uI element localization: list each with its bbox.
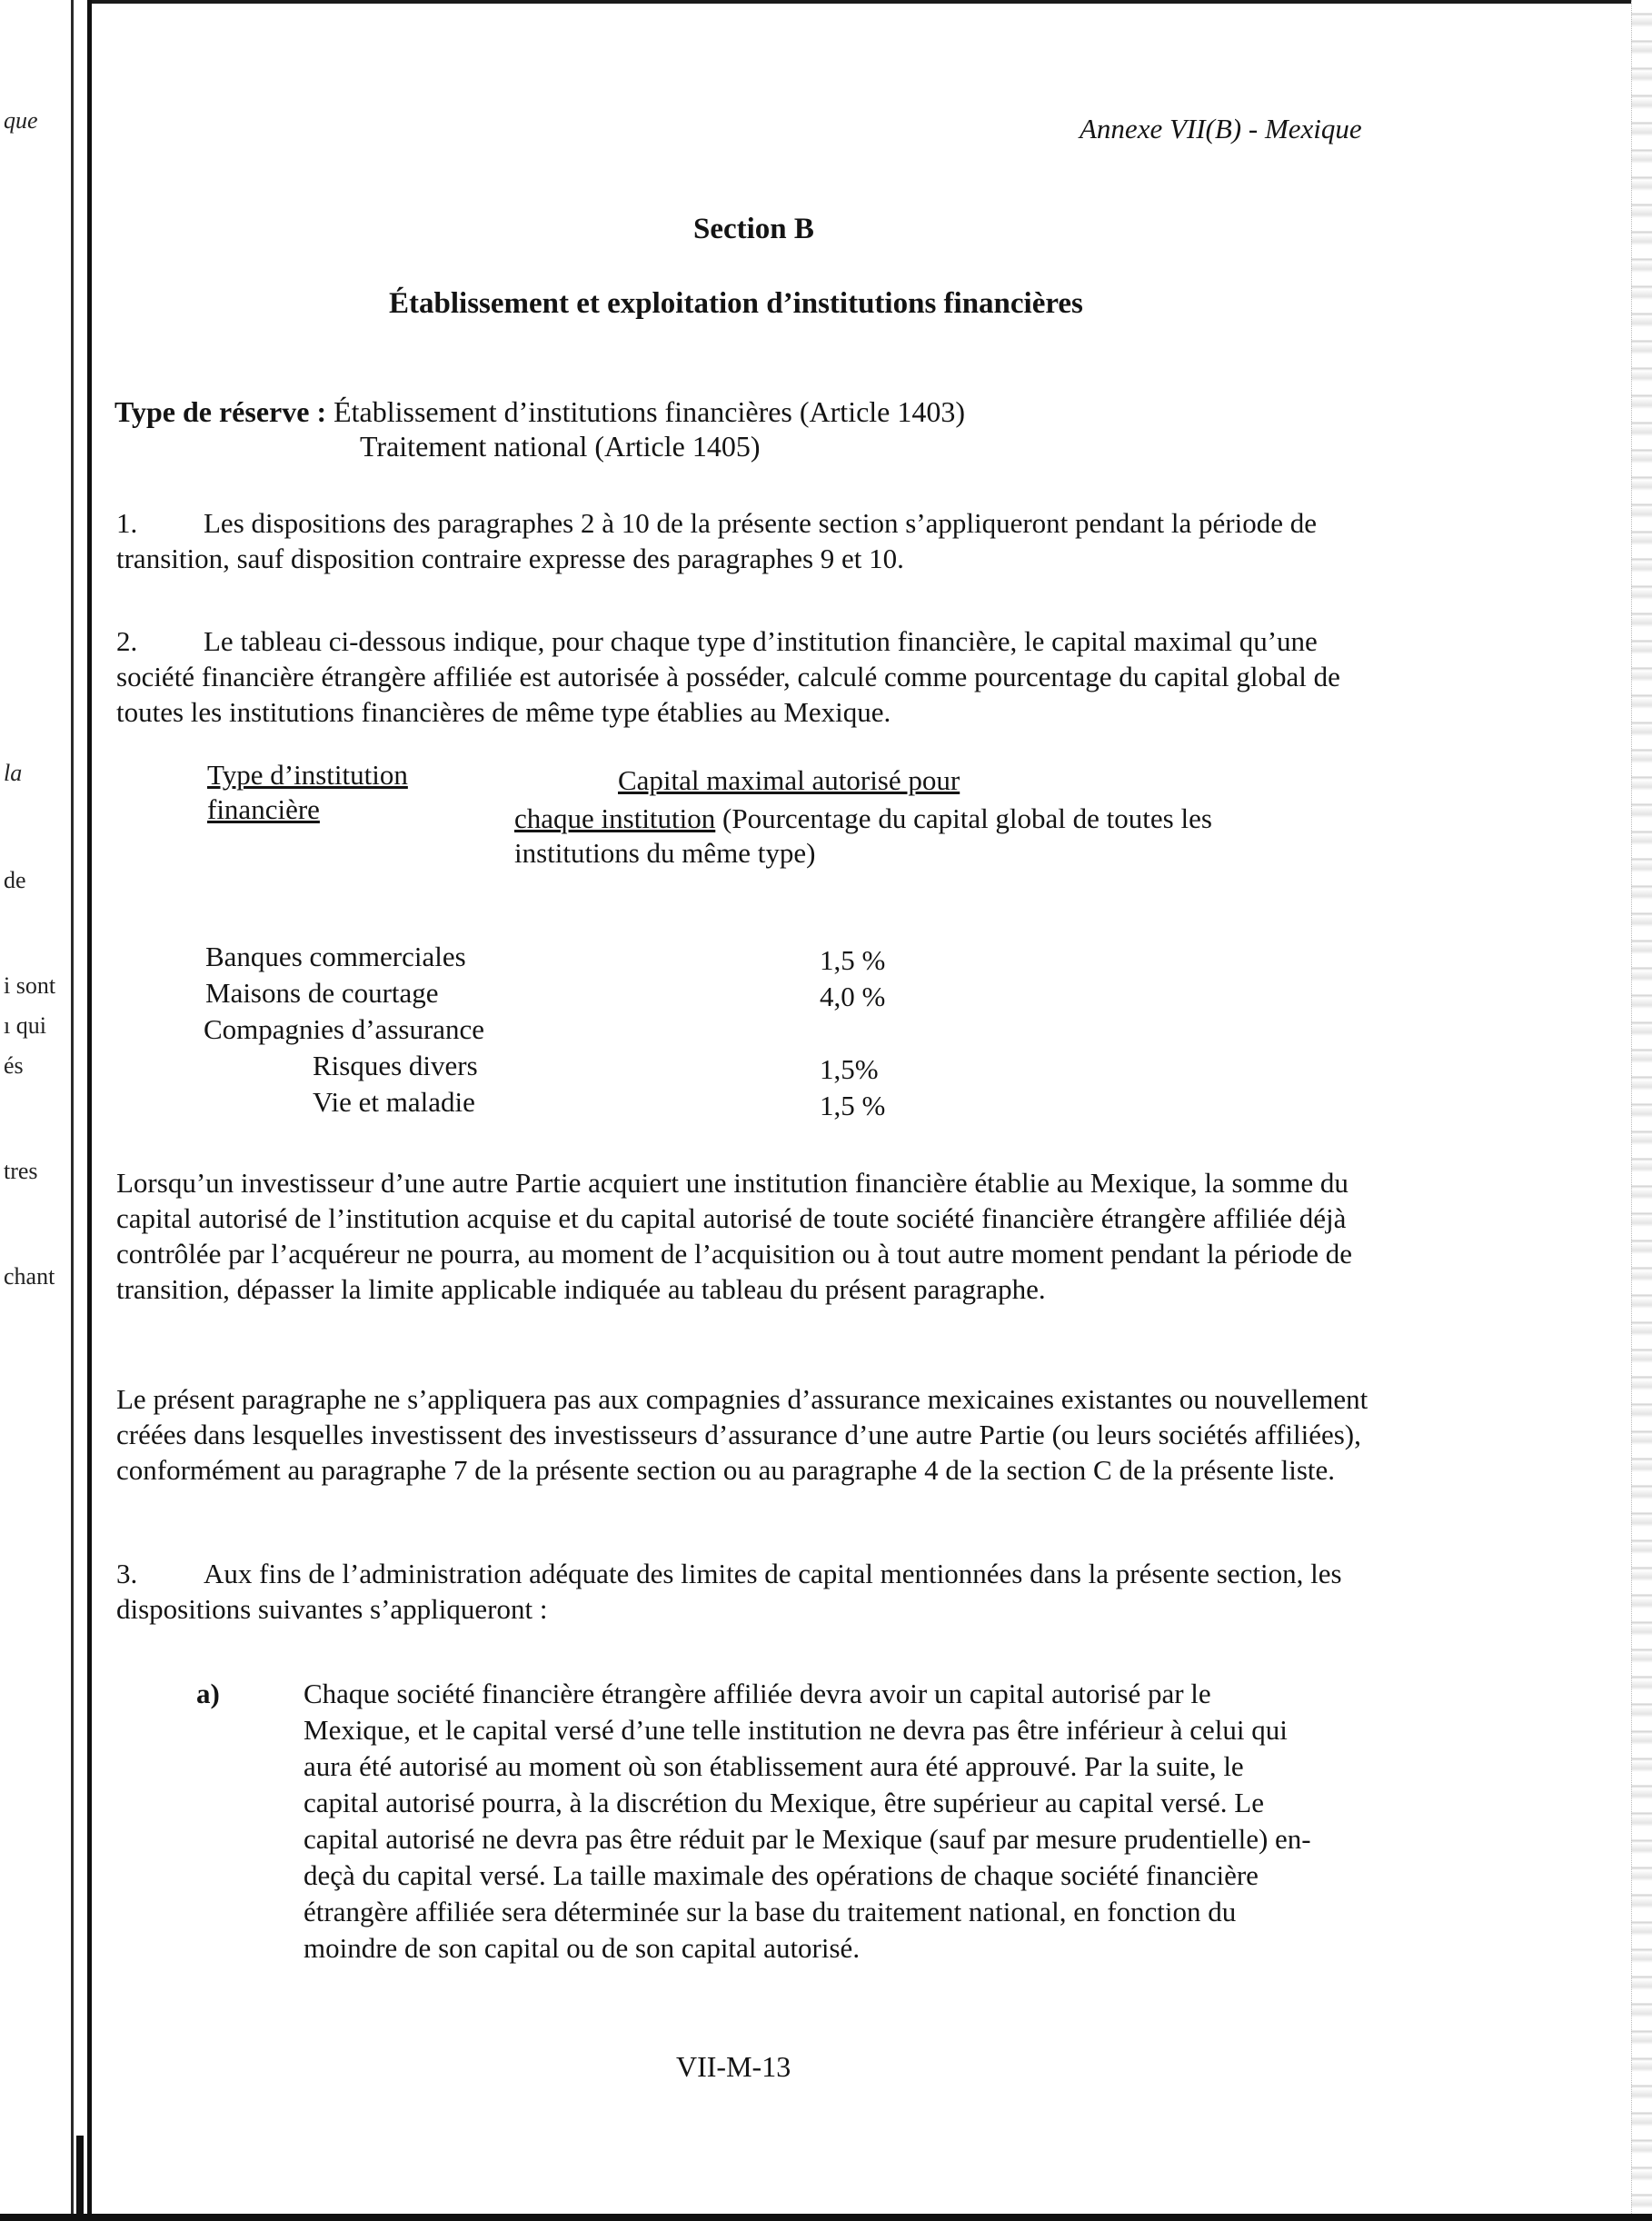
binding-gutter-line <box>71 0 74 2221</box>
list-item-text: Chaque société financière étrangère affiliée devra avoir un capital autorisé par le Mexique, et le capital versé d’une telle institution ne devra pas être inférieur à celui qui aura été autorisé au moment où son établissement aura été approuvé. Par la suite, le capital autorisé pourra, à la discrétion du Mexique, être supérieur au capital versé. Le capital autorisé ne devra pas être réduit par le Mexique (sauf par mesure prudentielle) en-deçà du capital versé. La taille maximale des opérations de chaque société financière étrangère affiliée sera déterminée sur la base du traitement national, en fonction du moindre de son capital ou de son capital autorisé. <box>304 1678 1311 1964</box>
table-row-label: Vie et maladie <box>313 1086 475 1118</box>
running-head: Annexe VII(B) - Mexique <box>1080 113 1362 144</box>
margin-fragment: la <box>4 760 23 786</box>
margin-fragment: ı qui <box>4 1012 46 1039</box>
scan-right-edge <box>1631 0 1652 2221</box>
binding-gutter-shadow <box>87 0 92 2221</box>
reserve-label: Type de réserve : <box>114 395 327 428</box>
paragraph-number: 1. <box>116 507 138 539</box>
margin-fragment: és <box>4 1052 24 1079</box>
binding-gutter-mark <box>76 2136 84 2217</box>
table-row-value: 1,5% <box>820 1053 879 1085</box>
table-header-capital-line-1: Capital maximal autorisé pour <box>618 764 960 796</box>
table-row-label: Banques commerciales <box>205 941 466 972</box>
table-row-label: Maisons de courtage <box>205 977 439 1009</box>
paragraph-2-exception: Le présent paragraphe ne s’appliquera pas aux compagnies d’assurance mexicaines existantes ou nouvellement créées dans lesquelles investissent des investisseurs d’assurance d’une autre Partie (ou leurs sociétés affiliées), conformément au paragraphe 7 de la présente section ou au paragraphe 4 de la section C de la présente liste. <box>116 1383 1368 1486</box>
paragraph-text: Aux fins de l’administration adéquate des limites de capital mentionnées dans la présente section, les dispositions suivantes s’appliqueront : <box>116 1558 1342 1625</box>
reserve-block <box>114 394 965 429</box>
paragraph-2-continuation: Lorsqu’un investisseur d’une autre Partie acquiert une institution financière établie au Mexique, la somme du capital autorisé de l’institution acquise et du capital autorisé de toute société financière étrangère affiliée déjà contrôlée par l’acquéreur ne pourra, au moment de l’acquisition ou à tout autre moment pendant la période de transition, dépasser la limite applicable indiquée au tableau du présent paragraphe. <box>116 1167 1353 1305</box>
paragraph-text: Les dispositions des paragraphes 2 à 10 de la présente section s’appliqueront pendant la période de transition, sauf disposition contraire expresse des paragraphes 9 et 10. <box>116 507 1317 574</box>
margin-fragment: tres <box>4 1158 38 1184</box>
table-header-capital-rest: (Pourcentage du capital global de toutes les <box>715 802 1212 834</box>
table-header-type-line-2: financière <box>207 793 320 825</box>
margin-fragment: de <box>4 867 26 893</box>
margin-fragment: chant <box>4 1263 55 1290</box>
table-row-label: Risques divers <box>313 1050 478 1081</box>
list-item-label: a) <box>196 1678 220 1709</box>
table-row-value: 4,0 % <box>820 981 886 1012</box>
table-row-value: 1,5 % <box>820 1090 886 1121</box>
reserve-line-1: Établissement d’institutions financières (Article 1403) <box>333 395 966 428</box>
paragraph-2 <box>116 623 1388 730</box>
margin-fragment: que <box>4 107 38 134</box>
table-header-capital-line-3: institutions du même type) <box>514 837 816 869</box>
table-header-capital-underlined: chaque institution <box>514 802 716 834</box>
paragraph-3 <box>116 1556 1388 1627</box>
paragraph-number: 3. <box>116 1558 138 1589</box>
section-title: Section B <box>693 213 814 245</box>
table-row-value: 1,5 % <box>820 944 886 976</box>
section-subtitle: Établissement et exploitation d’institutions financières <box>389 287 1083 320</box>
paragraph-text: Le tableau ci-dessous indique, pour chaque type d’institution financière, le capital maximal qu’une société financière étrangère affiliée est autorisée à posséder, calculé comme pourcentage du capital global de toutes les institutions financières de même type établies au Mexique. <box>116 625 1340 728</box>
document-page <box>109 0 1399 2221</box>
page-number: VII-M-13 <box>676 2050 791 2083</box>
table-header-type-line-1: Type d’institution <box>207 759 408 791</box>
table-header-capital-line-2 <box>514 802 1212 836</box>
paragraph-number: 2. <box>116 625 138 657</box>
paragraph-1 <box>116 505 1388 576</box>
margin-fragment: i sont <box>4 972 56 999</box>
reserve-line-2: Traitement national (Article 1405) <box>360 430 761 463</box>
table-row-label: Compagnies d’assurance <box>204 1013 485 1045</box>
